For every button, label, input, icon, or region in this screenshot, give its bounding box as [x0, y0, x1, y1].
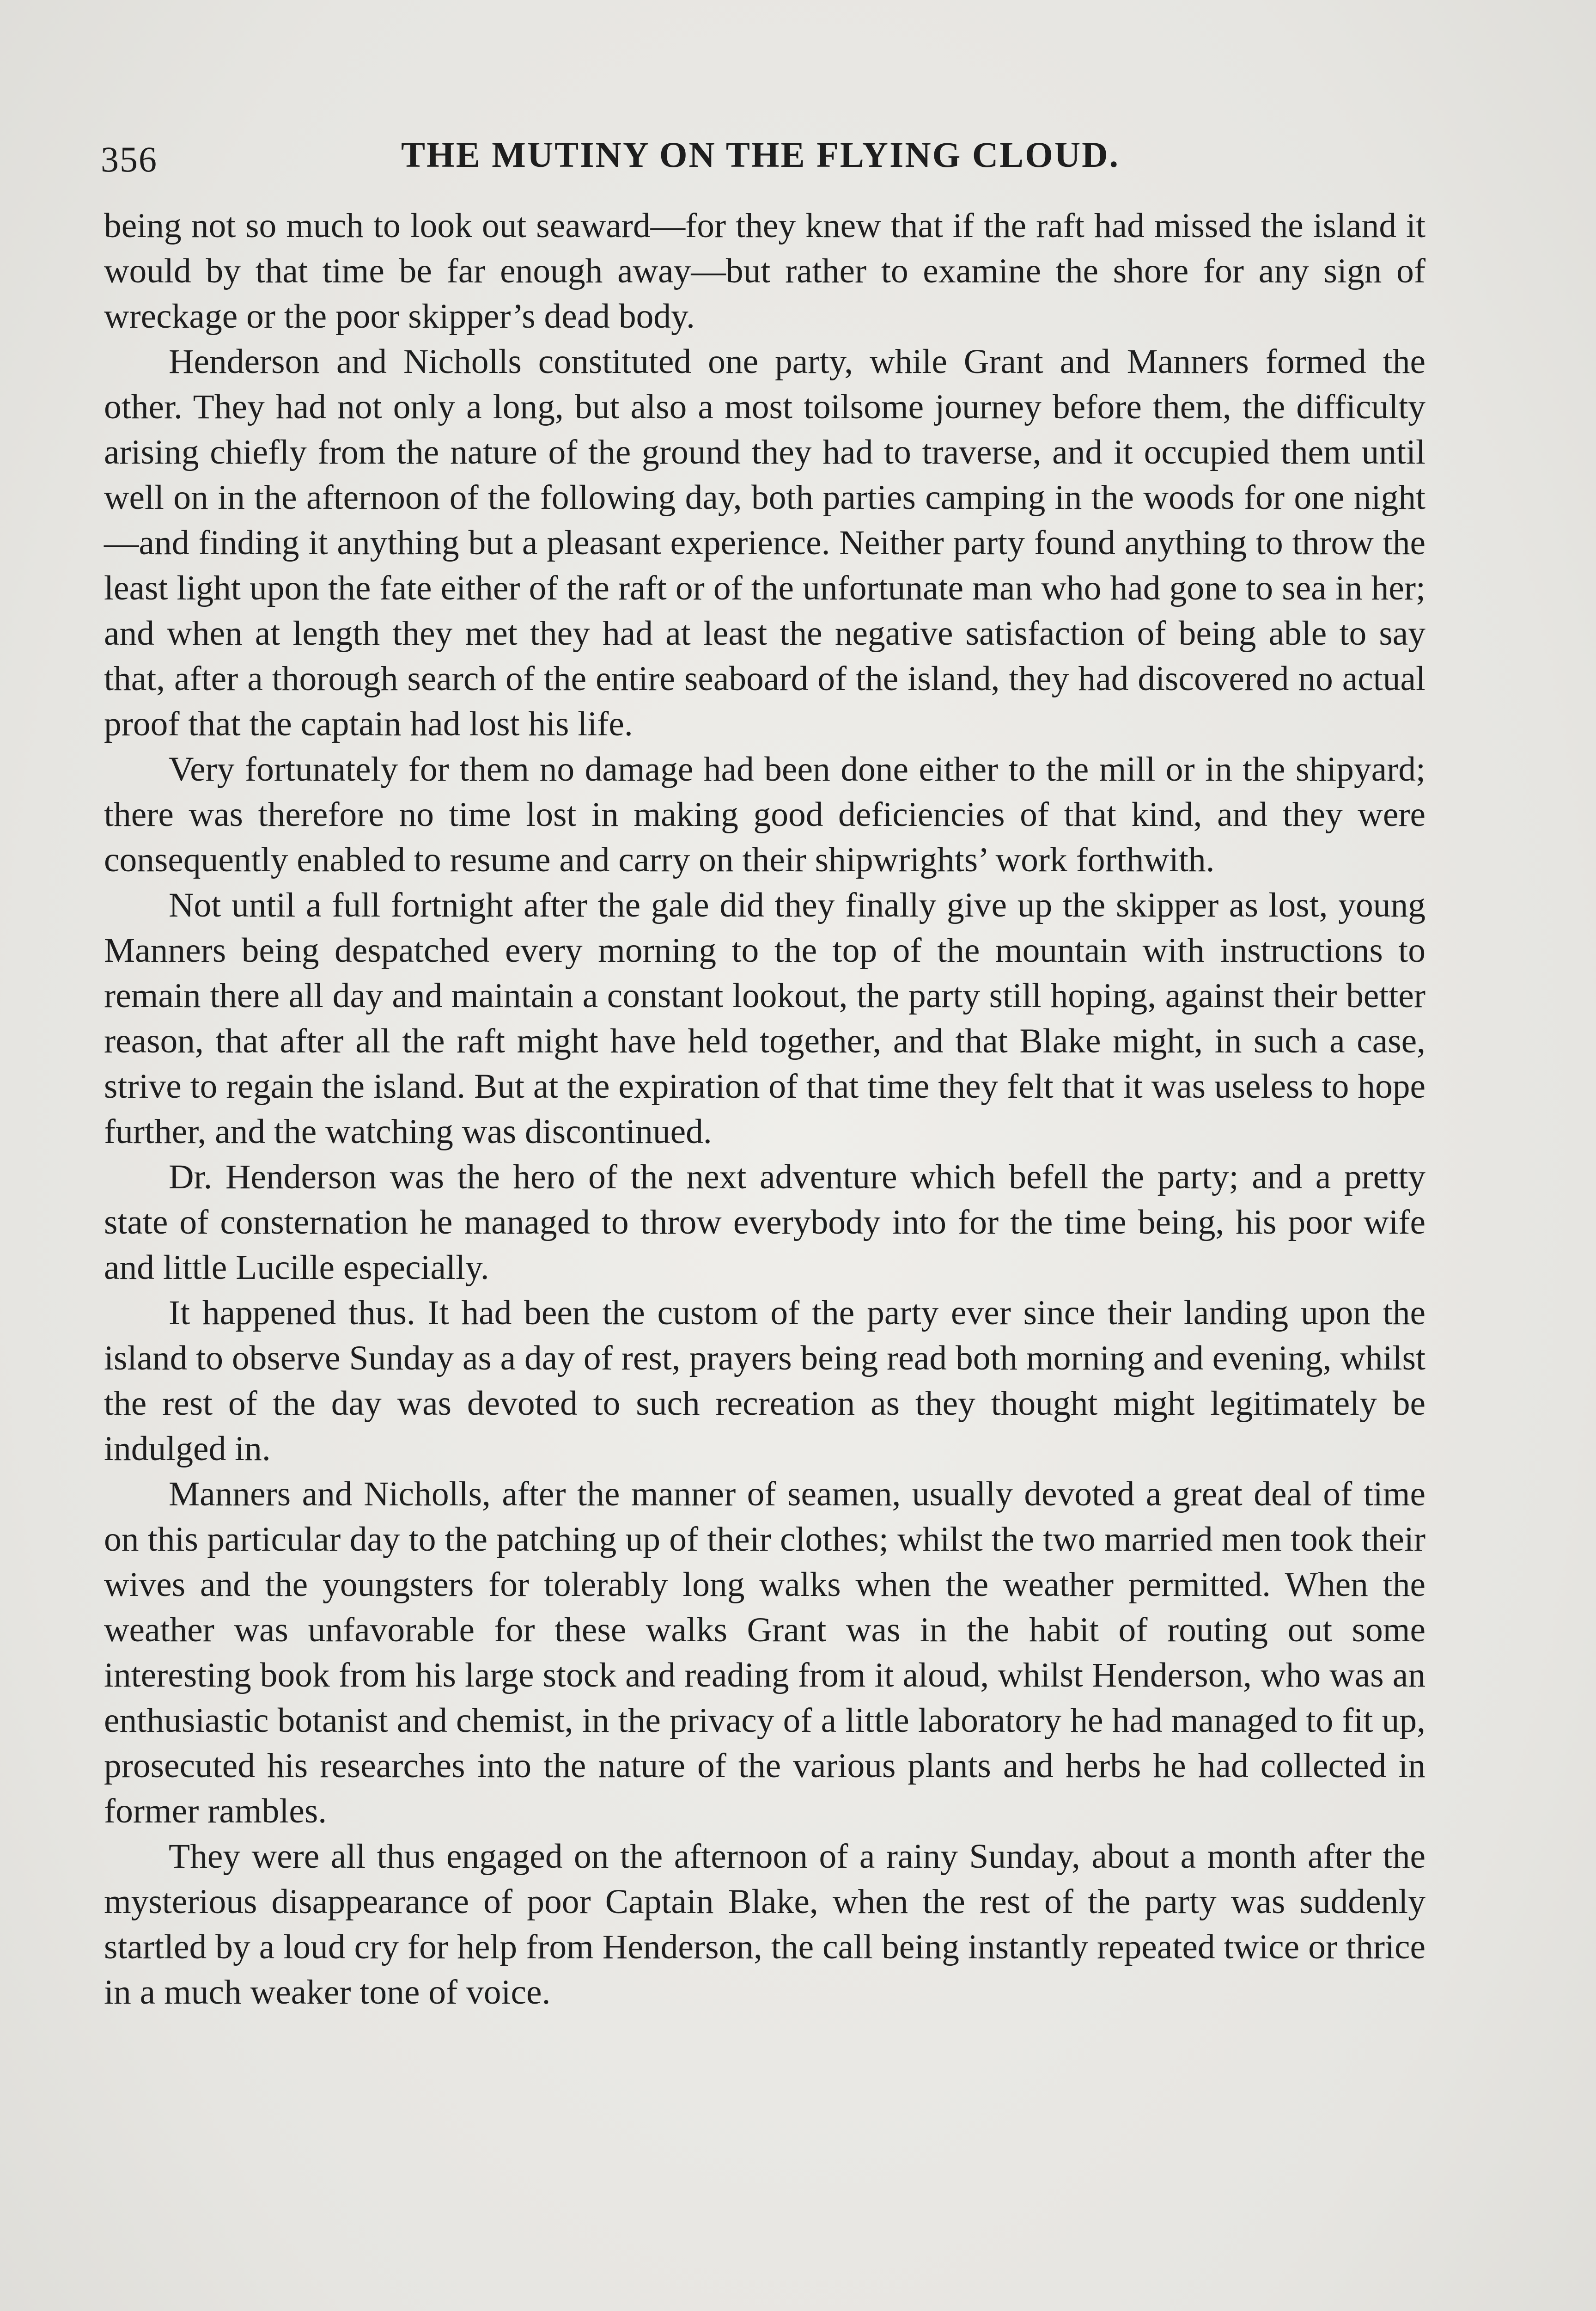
- paragraph: Dr. Henderson was the hero of the next adventure which befell the party; and a pretty state of consternation he managed to throw everybody into for the time being, his poor wife and little Lucille especially.: [104, 1158, 1425, 1287]
- paragraph-continuation: being not so much to look out seaward—for they knew that if the raft had missed the island it would by that time be far enough away—but rather to examine the shore for any sign of wreckage or the poor skipper’s dead body.: [104, 207, 1425, 336]
- page-number: 356: [101, 139, 158, 179]
- body-text: [104, 203, 1425, 2015]
- running-title: THE MUTINY ON THE FLYING CLOUD.: [401, 135, 1120, 175]
- paragraph: Very fortunately for them no damage had been done either to the mill or in the shipyard; there was therefore no time lost in making good deficiencies of that kind, and they were consequently enabled to resume and carry on their shipwrights’ work forthwith.: [104, 750, 1425, 879]
- paragraph: Manners and Nicholls, after the manner of seamen, usually devoted a great deal of time on this particular day to the patching up of their clothes; whilst the two married men took their wives and the youngsters for tolerably long walks when the weather permitted. When the weather was unfavorable for these walks Grant was in the habit of routing out some interesting book from his large stock and reading from it aloud, whilst Henderson, who was an enthusiastic botanist and chemist, in the privacy of a little laboratory he had managed to fit up, prosecuted his researches into the nature of the various plants and herbs he had collected in former rambles.: [104, 1475, 1425, 1830]
- paragraph: Henderson and Nicholls constituted one party, while Grant and Manners formed the other. They had not only a long, but also a most toilsome journey before them, the difficulty arising chiefly from the nature of the ground they had to traverse, and it occupied them until well on in the afternoon of the following day, both parties camping in the woods for one night—and finding it anything but a pleasant experience. Neither party found anything to throw the least light upon the fate either of the raft or of the unfortunate man who had gone to sea in her; and when at length they met they had at least the negative satisfaction of being able to say that, after a thorough search of the entire seaboard of the island, they had discovered no actual proof that the captain had lost his life.: [104, 342, 1425, 743]
- page-header: [101, 134, 1496, 185]
- paragraph: They were all thus engaged on the afternoon of a rainy Sunday, about a month after the mysterious disappearance of poor Captain Blake, when the rest of the party was suddenly startled by a loud cry for help from Henderson, the call being instantly repeated twice or thrice in a much weaker tone of voice.: [104, 1837, 1425, 2011]
- paragraph: It happened thus. It had been the custom of the party ever since their landing upon the island to observe Sunday as a day of rest, prayers being read both morning and evening, whilst the rest of the day was devoted to such recreation as they thought might legitimately be indulged in.: [104, 1294, 1425, 1468]
- paragraph: Not until a full fortnight after the gale did they finally give up the skipper as lost, young Manners being despatched every morning to the top of the mountain with instructions to remain there all day and maintain a constant lookout, the party still hoping, against their better reason, that after all the raft might have held together, and that Blake might, in such a case, strive to regain the island. But at the expiration of that time they felt that it was useless to hope further, and the watching was discontinued.: [104, 886, 1425, 1151]
